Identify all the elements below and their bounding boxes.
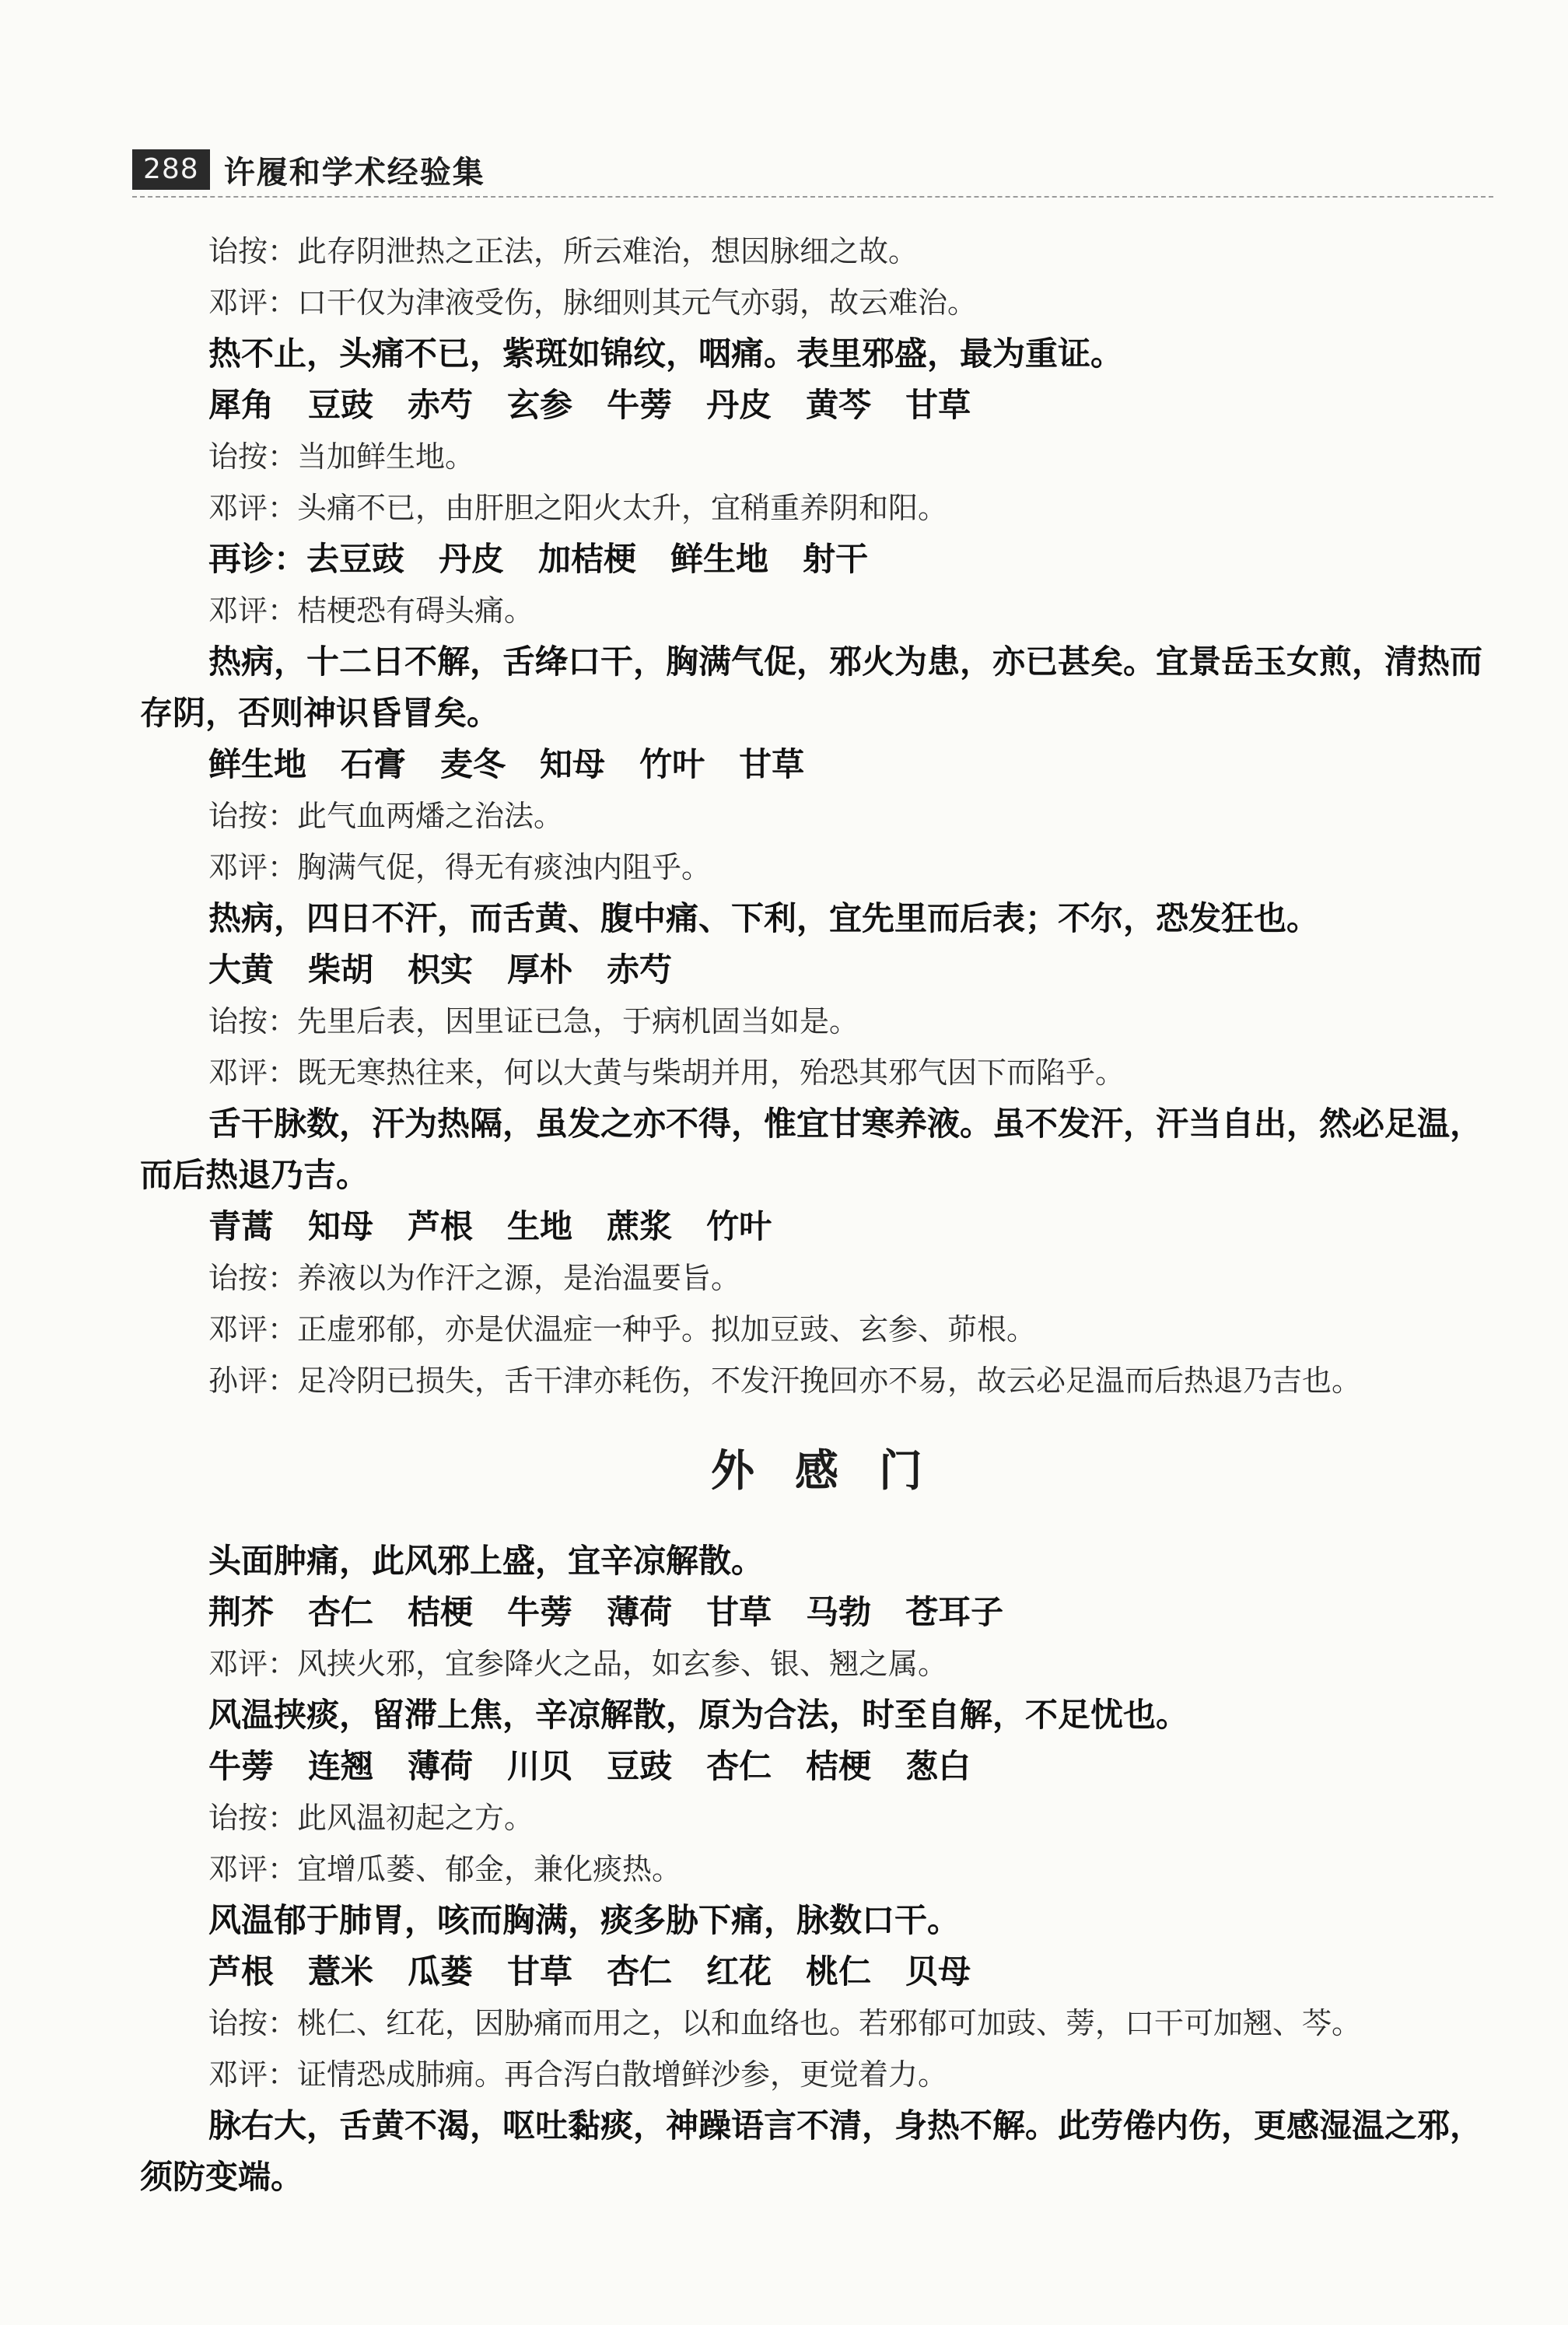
herb: 甘草 (905, 386, 971, 424)
herb: 杏仁 (308, 1593, 374, 1631)
case-text: 舌干脉数，汗为热隔，虽发之亦不得，惟宜甘寒养液。虽不发汗，汗当自出，然必足温，而后热退乃吉。 (140, 1105, 1483, 1194)
case-text: 热不止，头痛不已，紫斑如锦纹，咽痛。表里邪盛，最为重证。 (208, 334, 1124, 373)
herb: 赤芍 (607, 951, 673, 989)
prescription-line (140, 1201, 1493, 1252)
commentary-line: 邓评：口干仅为津液受伤，脉细则其元气亦弱，故云难治。 (208, 285, 978, 320)
case-text: 脉右大，舌黄不渴，呕吐黏痰，神躁语言不清，身热不解。此劳倦内伤，更感湿温之邪，须防变端。 (140, 2106, 1483, 2196)
commentary-line: 诒按：当加鲜生地。 (208, 439, 475, 474)
herb: 桔梗 (408, 1593, 474, 1631)
herb: 知母 (540, 745, 606, 783)
page-body (140, 226, 1493, 2203)
herb: 芦根 (208, 1952, 275, 1991)
commentary-line: 邓评：正虚邪郁，亦是伏温症一种乎。拟加豆豉、玄参、茆根。 (208, 1312, 1037, 1346)
herb: 大黄 (208, 951, 275, 989)
commentary-line: 诒按：此气血两燔之治法。 (208, 799, 564, 833)
herb: 再诊：去豆豉 (208, 540, 405, 578)
herb: 知母 (308, 1207, 374, 1245)
herb: 赤芍 (408, 386, 474, 424)
herb: 川贝 (507, 1747, 573, 1785)
prescription-line (140, 1587, 1493, 1638)
herb: 麦冬 (440, 745, 506, 783)
herb: 柴胡 (308, 951, 374, 989)
herb: 杏仁 (706, 1747, 772, 1785)
herb: 薄荷 (607, 1593, 673, 1631)
herb: 青蒿 (208, 1207, 275, 1245)
header-rule (132, 196, 1493, 198)
commentary-line: 诒按：桃仁、红花，因胁痛而用之，以和血络也。若邪郁可加豉、蒡，口干可加翘、芩。 (208, 2006, 1362, 2040)
herb: 射干 (803, 540, 869, 578)
herb: 瓜蒌 (408, 1952, 474, 1991)
prescription-line (140, 739, 1493, 790)
prescription-line (140, 1741, 1493, 1792)
case-text: 热病，十二日不解，舌绛口干，胸满气促，邪火为患，亦已甚矣。宜景岳玉女煎，清热而存阴，否则神识昏冒矣。 (140, 643, 1483, 732)
prescription-line (140, 1946, 1493, 1998)
herb: 苍耳子 (905, 1593, 1004, 1631)
commentary-line: 诒按：养液以为作汗之源，是治温要旨。 (208, 1261, 741, 1295)
commentary-line: 邓评：桔梗恐有碍头痛。 (208, 594, 534, 628)
herb: 豆豉 (607, 1747, 673, 1785)
herb: 丹皮 (439, 540, 505, 578)
book-title: 许履和学术经验集 (223, 154, 485, 191)
herb: 竹叶 (639, 745, 705, 783)
prescription-line (140, 380, 1493, 431)
herb: 豆豉 (308, 386, 374, 424)
herb: 甘草 (507, 1952, 573, 1991)
page-number: 288 (132, 149, 210, 190)
prescription-line (140, 534, 1493, 585)
case-text: 风温挟痰，留滞上焦，辛凉解散，原为合法，时至自解，不足忧也。 (208, 1696, 1189, 1734)
commentary-line: 邓评：风挟火邪，宜参降火之品，如玄参、银、翘之属。 (208, 1647, 948, 1681)
herb: 桔梗 (806, 1747, 872, 1785)
herb: 杏仁 (607, 1952, 673, 1991)
running-header (132, 145, 485, 194)
herb: 贝母 (905, 1952, 971, 1991)
herb: 薄荷 (408, 1747, 474, 1785)
herb: 鲜生地 (670, 540, 769, 578)
herb: 薏米 (308, 1952, 374, 1991)
herb: 桃仁 (806, 1952, 872, 1991)
herb: 牛蒡 (507, 1593, 573, 1631)
commentary-line: 邓评：证情恐成肺痈。再合泻白散增鲜沙参，更觉着力。 (208, 2057, 948, 2092)
herb: 芦根 (408, 1207, 474, 1245)
herb: 红花 (706, 1952, 772, 1991)
case-text: 热病，四日不汗，而舌黄、腹中痛、下利，宜先里而后表；不尔，恐发狂也。 (208, 899, 1320, 937)
herb: 生地 (507, 1207, 573, 1245)
herb: 黄芩 (806, 386, 872, 424)
herb: 竹叶 (706, 1207, 772, 1245)
herb: 甘草 (739, 745, 805, 783)
herb: 牛蒡 (607, 386, 673, 424)
commentary-line: 诒按：此存阴泄热之正法，所云难治，想因脉细之故。 (208, 234, 919, 268)
herb: 甘草 (706, 1593, 772, 1631)
herb: 牛蒡 (208, 1747, 275, 1785)
commentary-line: 邓评：既无寒热往来，何以大黄与柴胡并用，殆恐其邪气因下而陷乎。 (208, 1056, 1125, 1090)
commentary-line: 邓评：宜增瓜蒌、郁金，兼化痰热。 (208, 1852, 682, 1886)
herb: 葱白 (905, 1747, 971, 1785)
herb: 厚朴 (507, 951, 573, 989)
herb: 鲜生地 (208, 745, 307, 783)
commentary-line: 孙评：足冷阴已损失，舌干津亦耗伤，不发汗挽回亦不易，故云必足温而后热退乃吉也。 (208, 1364, 1362, 1398)
commentary-line: 诒按：此风温初起之方。 (208, 1801, 534, 1835)
herb: 马勃 (806, 1593, 872, 1631)
herb: 枳实 (408, 951, 474, 989)
case-text: 风温郁于肺胃，咳而胸满，痰多胁下痛，脉数口干。 (208, 1901, 961, 1939)
herb: 丹皮 (706, 386, 772, 424)
herb: 石膏 (341, 745, 407, 783)
herb: 玄参 (507, 386, 573, 424)
commentary-line: 邓评：胸满气促，得无有痰浊内阻乎。 (208, 850, 712, 884)
herb: 连翘 (308, 1747, 374, 1785)
herb: 加桔梗 (538, 540, 637, 578)
herb: 犀角 (208, 386, 275, 424)
case-text: 头面肿痛，此风邪上盛，宜辛凉解散。 (208, 1542, 765, 1580)
prescription-line (140, 944, 1493, 996)
commentary-line: 邓评：头痛不已，由肝胆之阳火太升，宜稍重养阴和阳。 (208, 491, 948, 525)
herb: 蔗浆 (607, 1207, 673, 1245)
section-title: 外感门 (711, 1446, 963, 1497)
herb: 荆芥 (208, 1593, 275, 1631)
commentary-line: 诒按：先里后表，因里证已急，于病机固当如是。 (208, 1004, 859, 1038)
